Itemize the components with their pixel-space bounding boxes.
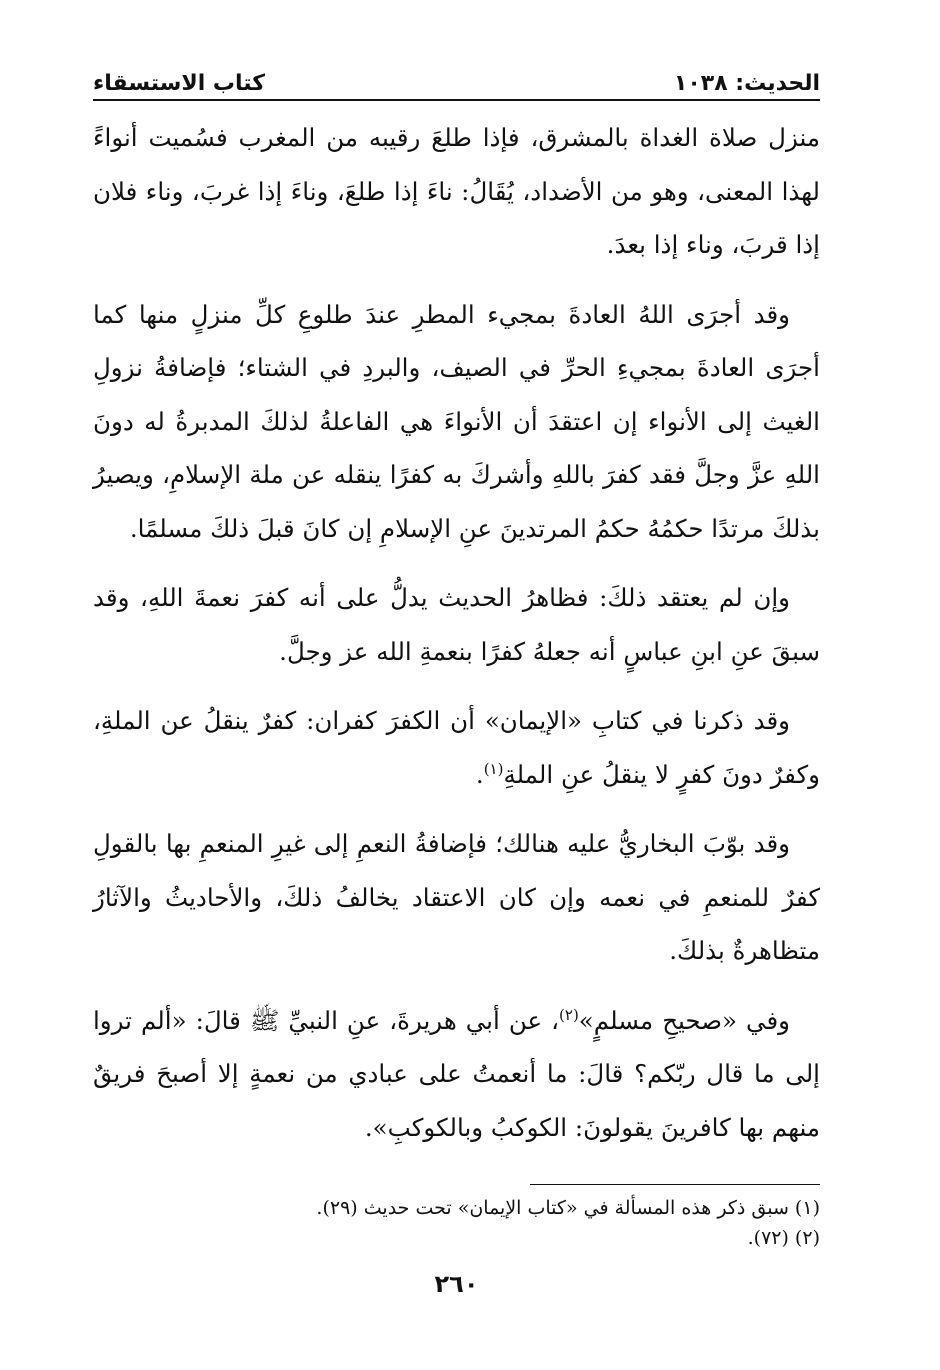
paragraph-sahih-muslim [93,994,820,1155]
footnotes-section [93,1184,820,1253]
running-header [93,58,820,101]
footnote-ref-1[interactable]: (١) [483,759,504,778]
book-page [93,58,820,1318]
paragraph-text: وقد ذكرنا في كتابِ «الإيمان» أن الكفرَ كفران: كفرٌ ينقلُ عن الملةِ، وكفرٌ دونَ كفرٍ لا ينقلُ عنِ الملةِ [93,706,820,789]
book-section-title: كتاب الاستسقاء [93,71,266,96]
paragraph-kufr-nima: وإن لم يعتقد ذلكَ: فظاهرُ الحديث يدلُّ على أنه كفرَ نعمةَ اللهِ، وقد سبقَ عنِ ابنِ عباسٍ أنه جعلهُ كفرًا بنعمةِ الله عز وجلَّ. [93,583,820,666]
paragraph-continuation: منزل صلاة الغداة بالمشرق، فإذا طلعَ رقيبه من المغرب فسُميت أنواءً لهذا المعنى، وهو من الأضداد، يُقَالُ: ناءَ إذا طلعَ، وناءَ إذا غربَ، وناء فلان إذا قربَ، وناء إذا بعدَ. [93,123,820,259]
footnote-2: (٢) (٧٢). [747,1227,820,1249]
page-number: ٢٦٠ [434,1270,479,1298]
paragraph-tail: . [475,759,484,789]
footnote-divider [530,1184,820,1185]
main-text [93,111,820,1154]
hadith-number-label: الحديث: ١٠٣٨ [673,71,820,96]
footnote-1: (١) سبق ذكر هذه المسألة في «كتاب الإيمان» تحت حديث (٢٩). [316,1197,820,1219]
paragraph-anwa-ruling: وقد أجرَى اللهُ العادةَ بمجيء المطرِ عندَ طلوعِ كلِّ منزلٍ منها كما أجرَى العادةَ بمجيءِ الحرِّ في الصيف، والبردِ في الشتاء؛ فإضافةُ نزولِ الغيث إلى الأنواء إن اعتقدَ أن الأنواءَ هي الفاعلةُ لذلكَ المدبرةُ له دونَ اللهِ عزَّ وجلَّ فقد كفرَ باللهِ وأشركَ به كفرًا ينقله عن ملة الإسلامِ، ويصيرُ بذلكَ مرتدًا حكمُهُ حكمُ المرتدينَ عنِ الإسلامِ إن كانَ قبلَ ذلكَ مسلمًا. [93,299,820,543]
paragraph-two-kinds-of-kufr [93,694,820,801]
paragraph-tail: ، عن أبي هريرةَ، عنِ النبيِّ ﷺ قالَ: «ألم تروا إلى ما قال ربّكم؟ قالَ: ما أنعمتُ على عبادي من نعمةٍ إلا أصبحَ فريقٌ منهم بها كافرينَ يقولونَ: الكوكبُ وبالكوكبِ». [93,1005,820,1142]
paragraph-text: وفي «صحيحِ مسلمٍ» [578,1005,790,1035]
footnote-ref-2[interactable]: (٢) [559,1005,579,1024]
paragraph-bukhari-chapter: وقد بوّبَ البخاريُّ عليه هنالك؛ فإضافةُ النعمِ إلى غيرِ المنعمِ بها بالقولِ كفرٌ للمنعمِ في نعمه وإن كان الاعتقاد يخالفُ ذلكَ، والأحاديثُ والآثارُ متظاهرةٌ بذلكَ. [93,829,820,965]
